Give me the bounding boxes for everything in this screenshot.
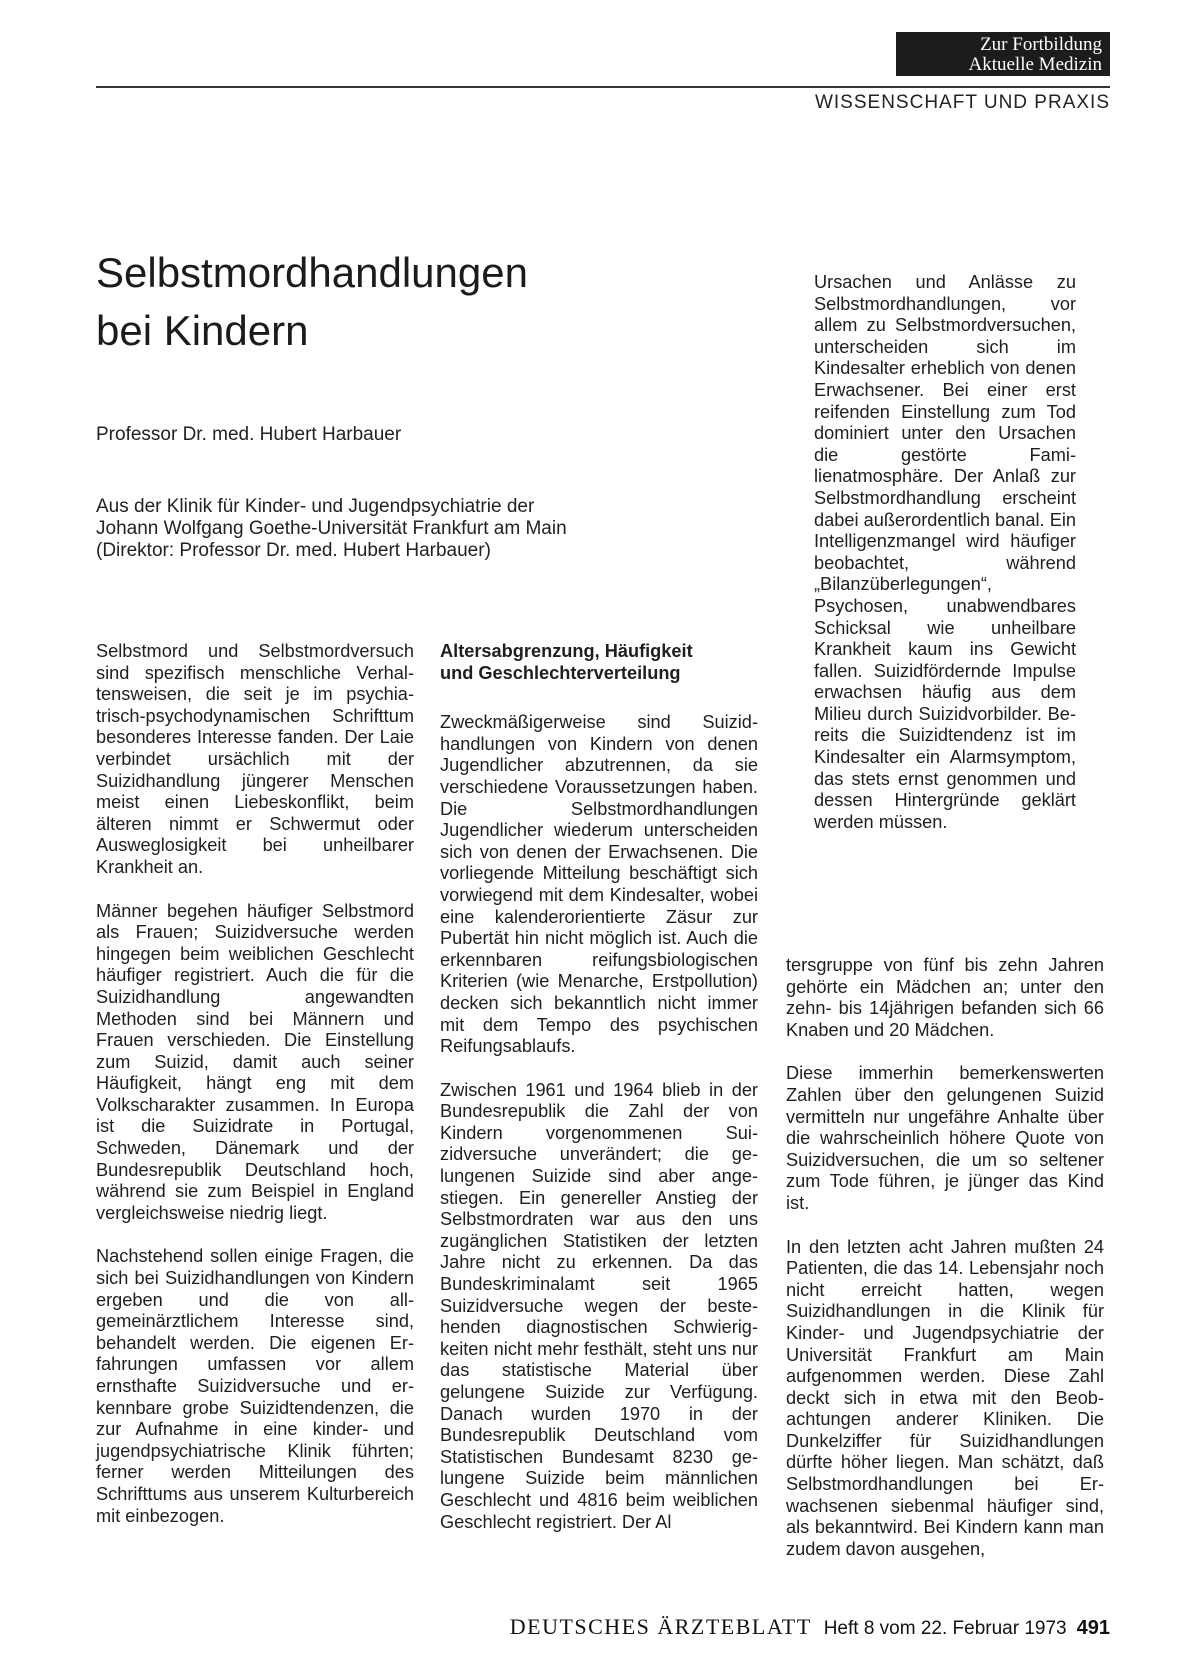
affiliation-line-2: Johann Wolfgang Goethe-Universität Frankfurt am Main bbox=[96, 518, 567, 539]
issue-info: Heft 8 vom 22. Februar 1973 bbox=[823, 1618, 1067, 1639]
body-column-2 bbox=[440, 641, 758, 1533]
page-footer bbox=[510, 1614, 1110, 1640]
title-line-1: Selbstmordhandlungen bbox=[96, 249, 528, 296]
heading-line-1: Altersabgrenzung, Häufigkeit bbox=[440, 641, 693, 661]
title-line-2: bei Kindern bbox=[96, 307, 309, 354]
paragraph: Nachstehend sollen einige Fragen, die sich bei Suizidhandlungen von Kindern ergeben und die von allgemeinärztlichem Interesse sind, behandelt werden. Die eigenen Erfahrungen umfassen vor allem ernsthafte Suizidversuche und erkennbare grobe Suizidtendenzen, die zur Aufnahme in eine kinder- und jugendpsychiatrische Klinik führten; ferner werden Mitteilungen des Schrifttums aus unserem Kulturbereich mit einbezogen. bbox=[96, 1246, 414, 1526]
badge-line-2: Aktuelle Medizin bbox=[968, 54, 1102, 75]
heading-line-2: und Geschlechterverteilung bbox=[440, 662, 681, 683]
body-column-3 bbox=[786, 955, 1104, 1560]
paragraph: In den letzten acht Jahren mußten 24 Patienten, die das 14. Lebensjahr noch nicht erreicht hatten, wegen Suizidhandlungen in die Klinik für Kinder- und Jugendpsychiatrie der Universität Frankfurt am Main aufgenommen werden. Diese Zahl deckt sich in etwa mit den Beobachtungen anderer Kliniken. Die Dunkelziffer für Suizidhandlungen dürfte höher liegen. Man schätzt, daß Selbstmordhandlungen bei Erwachsenen siebenmal häufiger sind, als bekanntwird. Bei Kindern kann man zudem davon ausgehen, bbox=[786, 1236, 1104, 1559]
body-column-1 bbox=[96, 641, 414, 1527]
paragraph: Männer begehen häufiger Selbstmord als Frauen; Suizidversuche werden hingegen beim weiblichen Geschlecht häufiger registriert. Auch die für die Suizidhandlung angewandten Methoden sind bei Männern und Frauen verschieden. Die Einstellung zum Suizid, damit auch seiner Häufigkeit, hängt eng mit dem Volkscharakter zusammen. In Europa ist die Suizidrate in Portugal, Schweden, Dänemark und der Bundesrepublik Deutschland hoch, während sie zum Beispiel in England vergleichsweise niedrig liegt. bbox=[96, 900, 414, 1223]
author: Professor Dr. med. Hubert Harbauer bbox=[96, 424, 402, 445]
paragraph: Zweckmäßigerweise sind Suizidhandlungen von Kindern von denen Jugendlicher abzutrennen, da sie verschiedene Voraussetzungen haben. Die Selbstmordhandlungen Jugendlicher wiederum unterscheiden sich von denen der Erwachsenen. Die vorliegende Mitteilung beschäftigt sich vorwiegend mit dem Kindesalter, wobei eine kalenderorientierte Zäsur zur Pubertät hin nicht möglich ist. Auch die erkennbaren reifungsbiologischen Kriterien (wie Menarche, Erstpollution) decken sich bekanntlich nicht immer mit dem Tempo des psychischen Reifungsablaufs. bbox=[440, 712, 758, 1057]
badge-line-1: Zur Fortbildung bbox=[980, 34, 1102, 55]
summary-column bbox=[814, 272, 1076, 833]
section-label: WISSENSCHAFT UND PRAXIS bbox=[814, 92, 1110, 113]
category-badge bbox=[896, 32, 1110, 76]
article-title bbox=[96, 244, 716, 360]
paragraph: tersgruppe von fünf bis zehn Jahren gehörte ein Mädchen an; unter den zehn- bis 14jährigen befanden sich 66 Knaben und 20 Mädchen. bbox=[786, 955, 1104, 1040]
affiliation-line-3: (Direktor: Professor Dr. med. Hubert Harbauer) bbox=[96, 540, 491, 561]
summary-paragraph: Ursachen und Anlässe zu Selbstmordhandlungen, vor allem zu Selbstmordversuchen, unterscheiden sich im Kindesalter erheblich von denen Erwachsener. Bei einer erst reifenden Einstellung zum Tod dominiert unter den Ursachen die gestörte Familienatmosphäre. Der Anlaß zur Selbstmordhandlung erscheint dabei außerordentlich banal. Ein Intelligenzmangel wird häufiger beobachtet, während „Bilanzüberlegungen“, Psychosen, unabwendbares Schicksal wie unheilbare Krankheit kaum ins Gewicht fallen. Suizidfördernde Impulse erwachsen häufig aus dem Milieu durch Suizidvorbilder. Bereits die Suizidtendenz ist im Kindesalter ein Alarmsymptom, das stets ernst genommen und dessen Hintergründe geklärt werden müssen. bbox=[814, 272, 1076, 832]
section-heading bbox=[440, 641, 758, 684]
journal-name: DEUTSCHES ÄRZTEBLATT bbox=[509, 1614, 812, 1639]
header-rule bbox=[96, 86, 1110, 88]
paragraph: Diese immerhin bemerkenswerten Zahlen über den gelungenen Suizid vermitteln nur ungefähre Anhalte über die wahrscheinlich höhere Quote von Suizidversuchen, die um so seltener zum Tode führen, je jünger das Kind ist. bbox=[786, 1063, 1104, 1213]
paragraph: Selbstmord und Selbstmordversuch sind spezifisch menschliche Verhaltensweisen, die seit je im psychiatrisch-psychodynamischen Schrifttum besonderes Interesse fanden. Der Laie verbindet ursächlich mit der Suizidhandlung jüngerer Menschen meist einen Liebeskonflikt, beim älteren nimmt er Schwermut oder Ausweglosigkeit bei unheilbarer Krankheit an. bbox=[96, 641, 414, 877]
paragraph: Zwischen 1961 und 1964 blieb in der Bundesrepublik die Zahl der von Kindern vorgenommenen Suizidversuche unverändert; die gelungenen Suizide sind aber angestiegen. Ein genereller Anstieg der Selbstmordraten war aus den uns zugänglichen Statistiken der letzten Jahre nicht zu erkennen. Da das Bundeskriminalamt seit 1965 Suizidversuche wegen der bestehenden diagnostischen Schwierigkeiten nicht mehr festhält, steht uns nur das statistische Material über gelungene Suizide zur Verfügung. Danach wurden 1970 in der Bundesrepublik Deutschland vom Statistischen Bundesamt 8230 gelungene Suizide beim männlichen Geschlecht und 4816 beim weiblichen Geschlecht registriert. Der Al bbox=[440, 1079, 758, 1532]
affiliation bbox=[96, 496, 716, 562]
page-number: 491 bbox=[1076, 1617, 1110, 1639]
affiliation-line-1: Aus der Klinik für Kinder- und Jugendpsychiatrie der bbox=[96, 496, 535, 517]
